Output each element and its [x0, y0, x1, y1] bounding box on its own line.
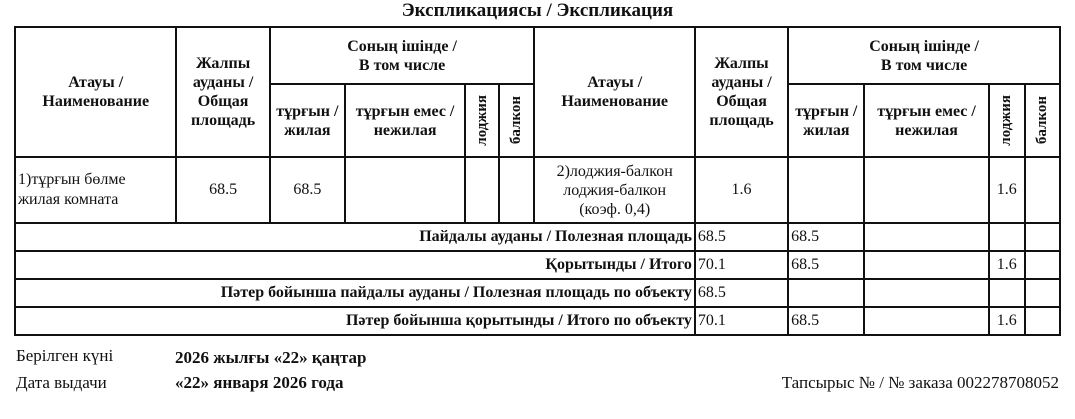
header-including-left: Соның ішінде / В том числе — [270, 27, 535, 84]
summary-loggia — [989, 279, 1025, 307]
summary-nonresidential — [864, 307, 988, 335]
header-total-right: Жалпы ауданы / Общая площадь — [695, 27, 788, 157]
summary-balcony — [1025, 279, 1060, 307]
summary-loggia: 1.6 — [989, 251, 1025, 279]
summary-total: 70.1 — [695, 307, 788, 335]
summary-loggia — [989, 223, 1025, 251]
summary-balcony — [1025, 307, 1060, 335]
header-residential-right: тұрғын / жилая — [788, 84, 864, 157]
summary-residential — [788, 279, 864, 307]
summary-balcony — [1025, 223, 1060, 251]
header-loggia-right: лоджия — [989, 84, 1025, 157]
header-residential-left: тұрғын / жилая — [270, 84, 345, 157]
room-balcony-right — [1025, 157, 1060, 223]
room-residential-right — [788, 157, 864, 223]
room-name-left: 1)тұрғын бөлме жилая комната — [15, 157, 176, 223]
issue-label-kz: Берілген күні — [16, 346, 114, 365]
header-name-left: Атауы / Наименование — [15, 27, 176, 157]
header-loggia-left: лоджия — [465, 84, 499, 157]
room-total-left: 68.5 — [176, 157, 269, 223]
explication-table — [14, 26, 1061, 336]
summary-residential: 68.5 — [788, 223, 864, 251]
header-nonresidential-left: тұрғын емес / нежилая — [345, 84, 465, 157]
summary-label: Пәтер бойынша пайдалы ауданы / Полезная площадь по объекту — [15, 279, 695, 307]
room-nonresidential-right — [864, 157, 988, 223]
room-nonresidential-left — [345, 157, 465, 223]
room-loggia-right: 1.6 — [989, 157, 1025, 223]
order-number: Тапсырыс № / № заказа 002278708052 — [781, 373, 1059, 392]
room-residential-left: 68.5 — [270, 157, 345, 223]
summary-nonresidential — [864, 251, 988, 279]
summary-nonresidential — [864, 223, 988, 251]
summary-label: Пайдалы ауданы / Полезная площадь — [15, 223, 695, 251]
room-name-right: 2)лоджия-балкон лоджия-балкон (коэф. 0,4) — [534, 157, 694, 223]
header-balcony-right: балкон — [1025, 84, 1060, 157]
room-balcony-left — [499, 157, 534, 223]
header-including-right: Соның ішінде / В том числе — [788, 27, 1060, 84]
room-loggia-left — [465, 157, 499, 223]
summary-residential: 68.5 — [788, 307, 864, 335]
summary-total: 68.5 — [695, 279, 788, 307]
header-total-left: Жалпы ауданы / Общая площадь — [176, 27, 269, 157]
summary-balcony — [1025, 251, 1060, 279]
issue-date-kz: 2026 жылғы «22» қаңтар — [175, 348, 367, 367]
summary-loggia: 1.6 — [989, 307, 1025, 335]
summary-label: Қорытынды / Итого — [15, 251, 695, 279]
summary-residential: 68.5 — [788, 251, 864, 279]
summary-nonresidential — [864, 279, 988, 307]
document-title: Экспликациясы / Экспликация — [401, 0, 674, 21]
summary-total: 68.5 — [695, 223, 788, 251]
room-total-right: 1.6 — [695, 157, 788, 223]
issue-label-ru: Дата выдачи — [16, 373, 107, 392]
header-balcony-left: балкон — [499, 84, 534, 157]
summary-total: 70.1 — [695, 251, 788, 279]
header-nonresidential-right: тұрғын емес / нежилая — [864, 84, 988, 157]
issue-date-ru: «22» января 2026 года — [175, 373, 344, 392]
header-name-right: Атауы / Наименование — [534, 27, 694, 157]
summary-label: Пәтер бойынша қорытынды / Итого по объекту — [15, 307, 695, 335]
